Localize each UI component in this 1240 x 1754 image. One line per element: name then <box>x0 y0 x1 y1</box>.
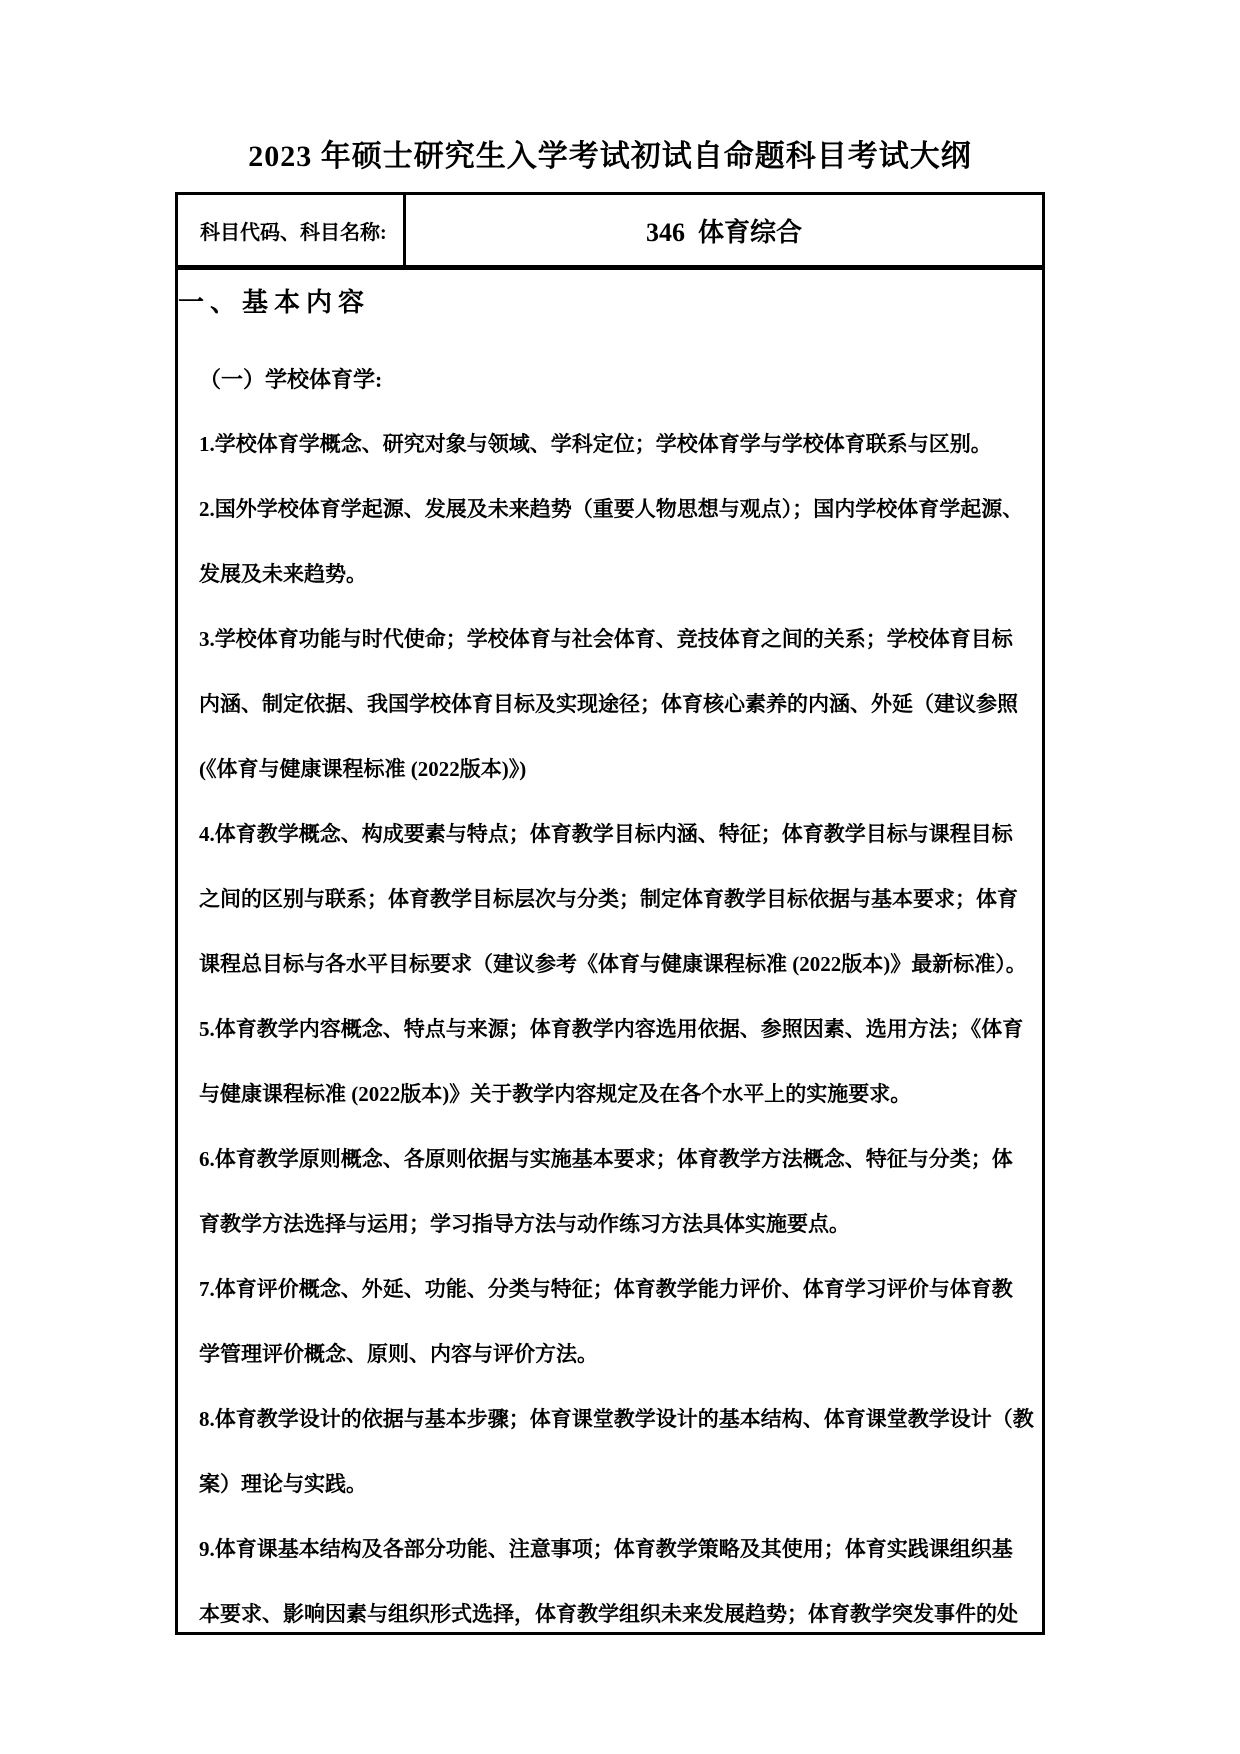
document-title: 2023 年硕士研究生入学考试初试自命题科目考试大纲 <box>248 140 972 173</box>
content-line: 4.体育教学概念、构成要素与特点；体育教学目标内涵、特征；体育教学目标与课程目标 <box>199 822 1013 846</box>
subject-header-row <box>178 195 1042 270</box>
content-line: 案）理论与实践。 <box>199 1472 367 1496</box>
content-line: 9.体育课基本结构及各部分功能、注意事项；体育教学策略及其使用；体育实践课组织基 <box>199 1537 1013 1561</box>
content-line: 学管理评价概念、原则、内容与评价方法。 <box>199 1342 598 1366</box>
content-line: 6.体育教学原则概念、各原则依据与实施基本要求；体育教学方法概念、特征与分类；体 <box>199 1147 1013 1171</box>
content-line: (《体育与健康课程标准 (2022版本)》) <box>199 757 527 781</box>
content-line: 之间的区别与联系；体育教学目标层次与分类；制定体育教学目标依据与基本要求；体育 <box>199 887 1018 911</box>
content-line: 7.体育评价概念、外延、功能、分类与特征；体育教学能力评价、体育学习评价与体育教 <box>199 1277 1013 1301</box>
content-line: 与健康课程标准 (2022版本)》关于教学内容规定及在各个水平上的实施要求。 <box>199 1082 912 1106</box>
content-line: 内涵、制定依据、我国学校体育目标及实现途径；体育核心素养的内涵、外延（建议参照 <box>199 692 1018 716</box>
subsection-heading-school-pe: （一）学校体育学: <box>199 367 383 392</box>
content-line: 2.国外学校体育学起源、发展及未来趋势（重要人物思想与观点）；国内学校体育学起源、 <box>199 497 1024 521</box>
content-line: 课程总目标与各水平目标要求（建议参考《体育与健康课程标准 (2022版本)》最新标准）。 <box>199 952 1027 976</box>
content-line: 3.学校体育功能与时代使命；学校体育与社会体育、竞技体育之间的关系；学校体育目标 <box>199 627 1013 651</box>
content-line: 育教学方法选择与运用；学习指导方法与动作练习方法具体实施要点。 <box>199 1212 850 1236</box>
subject-code-name-label: 科目代码、科目名称: <box>178 195 406 265</box>
subject-code-name-value: 346 体育综合 <box>645 217 802 247</box>
content-line: 5.体育教学内容概念、特点与来源；体育教学内容选用依据、参照因素、选用方法；《体育 <box>199 1017 1024 1041</box>
content-line: 1.学校体育学概念、研究对象与领域、学科定位；学校体育学与学校体育联系与区别。 <box>199 432 992 456</box>
exam-outline-body <box>178 270 1042 1635</box>
content-line: 发展及未来趋势。 <box>199 562 367 586</box>
content-line: 本要求、影响因素与组织形式选择，体育教学组织未来发展趋势；体育教学突发事件的处 <box>199 1602 1018 1626</box>
section-heading-basic-content: 一、基本内容 <box>178 288 371 317</box>
content-line: 8.体育教学设计的依据与基本步骤；体育课堂教学设计的基本结构、体育课堂教学设计（教 <box>199 1407 1034 1431</box>
subject-info-table <box>175 192 1045 1635</box>
